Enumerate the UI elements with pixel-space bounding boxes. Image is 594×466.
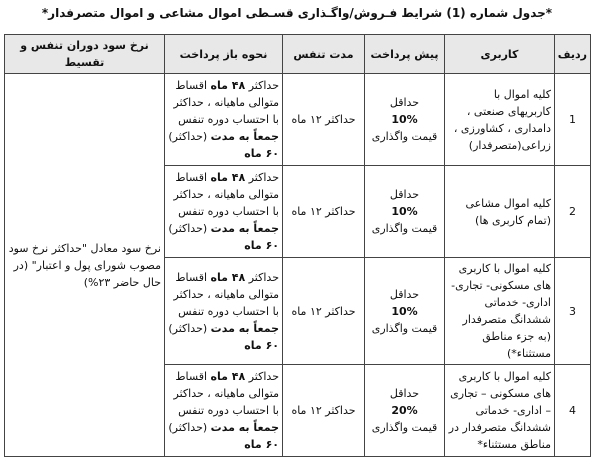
grace-period-cell: حداکثر ۱۲ ماه bbox=[283, 166, 365, 258]
repayment-cell: حداکثر ۴۸ ماه اقساط متوالی ماهیانه ، حداکثر با احتساب دوره تنفس جمعاً به مدت (حداکثر) ۶۰ ماه bbox=[165, 74, 283, 166]
header-grace-period: مدت تنفس bbox=[283, 35, 365, 74]
grace-period-cell: حداکثر ۱۲ ماه bbox=[283, 74, 365, 166]
prepayment-cell: حداقل 10% قیمت واگذاری bbox=[365, 166, 445, 258]
header-usage: کاربری bbox=[445, 35, 555, 74]
usage-cell: کلیه اموال با کاربریهای صنعتی ، دامداری ، کشاورزی ، زراعی(متصرفدار) bbox=[445, 74, 555, 166]
repayment-cell: حداکثر ۴۸ ماه اقساط متوالی ماهیانه ، حداکثر با احتساب دوره تنفس جمعاً به مدت (حداکثر) ۶۰ ماه bbox=[165, 365, 283, 457]
grace-period-cell: حداکثر ۱۲ ماه bbox=[283, 365, 365, 457]
usage-cell: کلیه اموال با کاربری های مسکونی- تجاری-اداری- خدماتی ششدانگ متصرفدار (به جزء مناطق مستثناء*) bbox=[445, 258, 555, 365]
interest-rate-cell: نرخ سود معادل "حداکثر نرخ سود مصوب شورای پول و اعتبار" (در حال حاضر ۲۳%) bbox=[5, 74, 165, 457]
prepayment-cell: حداقل 10% قیمت واگذاری bbox=[365, 258, 445, 365]
table-row bbox=[5, 74, 591, 166]
table-header-row bbox=[5, 35, 591, 74]
row-number: 1 bbox=[555, 74, 591, 166]
row-number: 2 bbox=[555, 166, 591, 258]
row-number: 4 bbox=[555, 365, 591, 457]
prepayment-cell: حداقل 10% قیمت واگذاری bbox=[365, 74, 445, 166]
row-number: 3 bbox=[555, 258, 591, 365]
terms-table bbox=[4, 34, 591, 457]
table-title: *جدول شماره (1) شرایط فـروش/واگـذاری قسـطی اموال مشاعی و اموال متصرفدار* bbox=[41, 6, 553, 20]
header-row-number: ردیف bbox=[555, 35, 591, 74]
repayment-cell: حداکثر ۴۸ ماه اقساط متوالی ماهیانه ، حداکثر با احتساب دوره تنفس جمعاً به مدت (حداکثر) ۶۰ ماه bbox=[165, 258, 283, 365]
header-prepayment: پیش پرداخت bbox=[365, 35, 445, 74]
usage-cell: کلیه اموال مشاعی (تمام کاربری ها) bbox=[445, 166, 555, 258]
header-interest-rate: نرخ سود دوران تنفس و تقسیط bbox=[5, 35, 165, 74]
header-repayment-method: نحوه باز پرداخت bbox=[165, 35, 283, 74]
repayment-cell: حداکثر ۴۸ ماه اقساط متوالی ماهیانه ، حداکثر با احتساب دوره تنفس جمعاً به مدت (حداکثر) ۶۰ ماه bbox=[165, 166, 283, 258]
prepayment-cell: حداقل 20% قیمت واگذاری bbox=[365, 365, 445, 457]
usage-cell: کلیه اموال با کاربری های مسکونی – تجاری – اداری- خدماتی ششدانگ متصرفدار در مناطق مستثناء* bbox=[445, 365, 555, 457]
grace-period-cell: حداکثر ۱۲ ماه bbox=[283, 258, 365, 365]
